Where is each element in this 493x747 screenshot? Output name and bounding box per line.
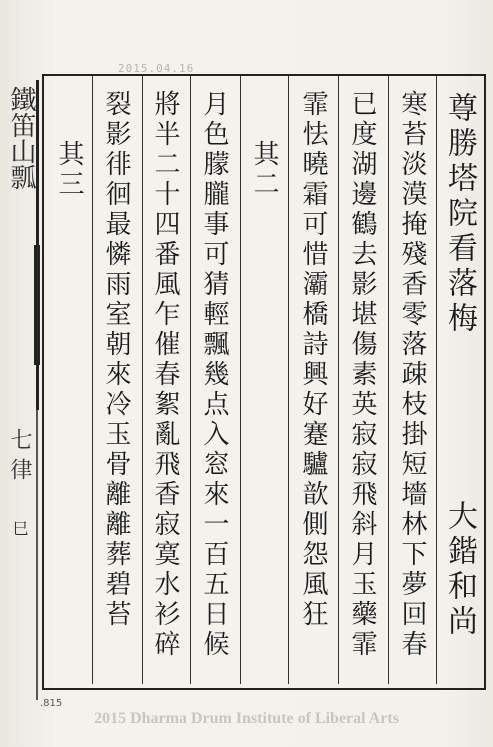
section-heading: 其二 xyxy=(249,140,279,200)
text-column: 月色朦朧事可猜輕飄幾点入窓來一百五日候 xyxy=(199,90,229,660)
margin-block xyxy=(34,245,40,365)
column-rule xyxy=(388,76,389,684)
text-column: 已度湖邊鶴去影堪傷素英寂寂飛斜月玉藥霏 xyxy=(347,90,377,660)
column-rule xyxy=(338,76,339,684)
text-column: 霏怯曉霜可惜灞橋詩興好蹇驢歆側怨風狂 xyxy=(298,90,328,630)
margin-title: 鐵笛山瓢 xyxy=(6,86,36,190)
column-rule xyxy=(436,76,437,684)
poem-title: 尊勝塔院看落梅 xyxy=(442,92,477,337)
poem-author: 大鍇和尚 xyxy=(442,500,477,640)
column-rule xyxy=(190,76,191,684)
margin-vol-mark: 巳 xyxy=(10,520,29,544)
column-rule xyxy=(92,76,93,684)
scan-date-stamp: 2015.04.16 xyxy=(118,62,195,75)
text-column: 裂影徘徊最憐雨室朝來冷玉骨離離葬碧苔 xyxy=(101,90,131,630)
column-rule xyxy=(288,76,289,684)
text-column: 將半二十四番風乍催春絮亂飛香寂寞水衫碎 xyxy=(150,90,180,660)
column-rule xyxy=(142,76,143,684)
column-rule xyxy=(240,76,241,684)
section-heading: 其三 xyxy=(54,140,84,200)
margin-section-label: 七律 xyxy=(7,428,32,488)
watermark: 2015 Dharma Drum Institute of Liberal Arts xyxy=(94,710,399,727)
margin-strip xyxy=(0,0,40,747)
margin-rule-lower xyxy=(36,410,38,700)
page-number: .815 xyxy=(40,698,63,709)
text-column: 寒苔淡漠掩殘香零落疎枝掛短墻林下夢回春 xyxy=(397,90,427,660)
